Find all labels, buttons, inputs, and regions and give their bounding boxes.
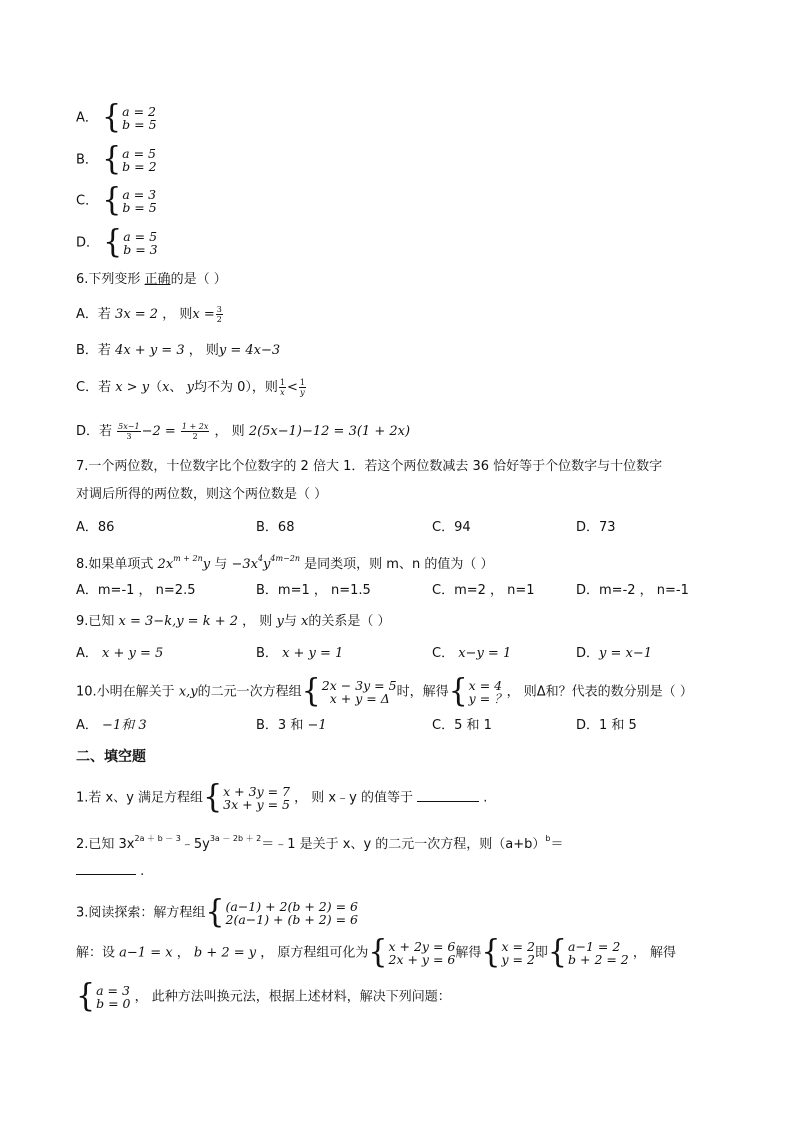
q9-option-d: D．y = x−1 — [576, 646, 653, 661]
equation-system: { (a−1) + 2(b + 2) = 6 2(a−1) + (b + 2) = 6 — [205, 894, 359, 931]
equation-system: { a = 3 b = 5 — [102, 182, 157, 219]
q5-option-a — [76, 99, 157, 136]
fraction: $\frac{1 + 2x}{2}$ — [181, 422, 209, 441]
fraction: $\frac{3}{2}$ — [216, 305, 222, 324]
q7-option-d: D．73 — [576, 520, 616, 535]
q8-option-c: C．m=2 ， n=1 — [432, 583, 535, 598]
answer-blank[interactable] — [417, 801, 479, 802]
q7-option-a: A．86 — [76, 520, 115, 535]
q8-option-a: A．m=-1 ， n=2.5 — [76, 583, 196, 598]
option-label: D． — [76, 235, 100, 251]
equation-system: { a = 3 b = 0 — [76, 978, 131, 1015]
q10-stem: 10.小明在解关于 x,y的二元一次方程组 { 2x − 3y = 5 x + y = Δ 时，解得 { x = 4 y = ？ ， 则Δ和？代表的数分别是（ ） — [76, 673, 693, 710]
q5-option-b — [76, 141, 157, 178]
q6-option-d: D．若 $\frac{5x-1}{3}$ −2 = $\frac{1 + 2x}{2}$ ， 则 2(5x−1)−12 = 3(1 + 2x) — [76, 422, 411, 441]
answer-blank[interactable] — [76, 874, 136, 875]
q9-option-c: C． x−y = 1 — [432, 646, 512, 661]
q9-option-b: B． x + y = 1 — [256, 646, 344, 661]
fill-question-2-blank-line: . — [76, 863, 144, 881]
equation-system: { a = 2 b = 5 — [102, 99, 157, 136]
solution-result-line: { a = 3 b = 0 ， 此种方法叫换元法，根据上述材料，解决下列问题： — [76, 978, 451, 1015]
fraction: $\frac{1}{y}$ — [299, 378, 305, 397]
q7-stem-line1: 7.一个两位数，十位数字比个位数字的 2 倍大 1．若这个两位数减去 36 恰好等于个位数字与十位数字 — [76, 459, 663, 474]
q6-option-c: C．若 x > y（x、 y均不为 0），则 $\frac{1}{x}$ < $\frac{1}{y}$ — [76, 378, 305, 397]
q7-stem-line2: 对调后所得的两位数，则这个两位数是（ ） — [76, 487, 328, 502]
option-label: A． — [76, 110, 98, 126]
q5-option-d — [76, 224, 158, 261]
q8-option-b: B．m=1 ， n=1.5 — [256, 583, 371, 598]
q7-option-c: C．94 — [432, 520, 471, 535]
q7-option-b: B．68 — [256, 520, 295, 535]
q6-option-a: A．若 3x = 2 ， 则x = $\frac{3}{2}$ — [76, 305, 222, 324]
equation-system: { x + 2y = 6 2x + y = 6 — [368, 934, 456, 971]
q8-stem: 8.如果单项式 $2x^{m + 2n}y$ 与 $-3x^4y^{4m-2n}$ 是同类项，则 m、n 的值为（ ） — [76, 554, 494, 572]
q10-option-a: A． −1和 3 — [76, 718, 147, 733]
equation-system: { x + 3y = 7 3x + y = 5 — [203, 779, 291, 816]
section-title: 二、填空题 — [76, 749, 146, 765]
option-label: C． — [76, 193, 99, 209]
q5-option-c — [76, 182, 157, 219]
equation-system: { x = 4 y = ？ — [448, 673, 507, 710]
equation-system: { a = 5 b = 3 — [103, 224, 158, 261]
option-label: B． — [76, 152, 98, 168]
q9-option-a: A． x + y = 5 — [76, 646, 164, 661]
q6-stem: 6.下列变形 正确的是（ ） — [76, 272, 227, 287]
equation-system: { a−1 = 2 b + 2 = 2 — [547, 934, 629, 971]
underlined-word: 正确 — [144, 272, 171, 287]
fill-question-2: 2.已知 $3x^{2a + b - 3}﹣5y^{3a - 2b + 2}=﹣1$ 是关于 x、y 的二元一次方程，则$(a+b)^b=$ — [76, 834, 564, 852]
fill-question-1: 1.若 x、y 满足方程组 { x + 3y = 7 3x + y = 5 ， 则 x﹣y 的值等于 . — [76, 779, 488, 816]
q6-option-b: B．若 4x + y = 3 ， 则y = 4x−3 — [76, 343, 281, 358]
equation-system: { 2x − 3y = 5 x + y = Δ — [301, 673, 397, 710]
fraction: $\frac{5x-1}{3}$ — [118, 422, 140, 441]
q8-option-d: D．m=-2 ， n=-1 — [576, 583, 689, 598]
q10-option-b: B．3 和 −1 — [256, 718, 327, 733]
q10-option-c: C．5 和 1 — [432, 718, 492, 733]
solution-line: 解：设 a−1 = x ， b + 2 = y ， 原方程组可化为 { x + 2y = 6 2x + y = 6 解得 { x = 2 y = 2 即 { a−1 = 2 b + 2 = 2 ， 解得 — [76, 934, 677, 971]
fraction: $\frac{1}{x}$ — [279, 378, 285, 397]
equation-system: { x = 2 y = 2 — [481, 934, 535, 971]
q10-option-d: D．1 和 5 — [576, 718, 637, 733]
fill-question-3: 3.阅读探索：解方程组 { (a−1) + 2(b + 2) = 6 2(a−1) + (b + 2) = 6 — [76, 894, 359, 931]
equation-system: { a = 5 b = 2 — [102, 141, 157, 178]
q9-stem: 9.已知 x = 3−k,y = k + 2 ， 则 y与 x的关系是（ ） — [76, 614, 391, 629]
